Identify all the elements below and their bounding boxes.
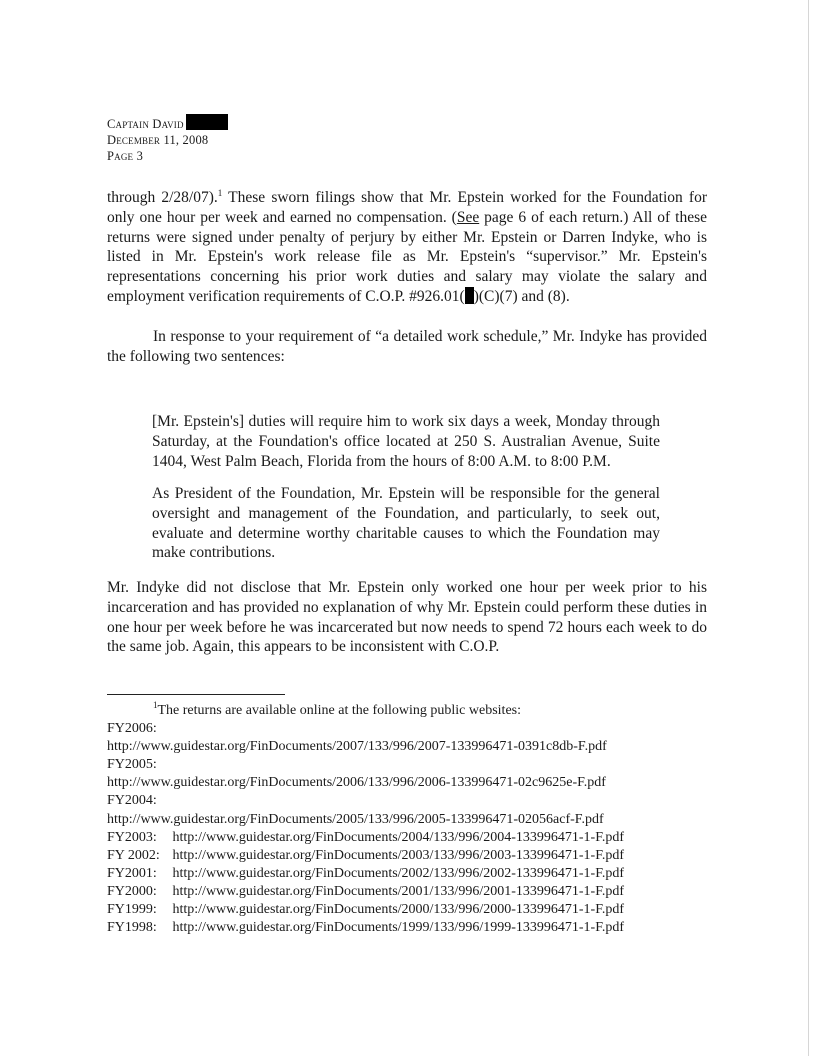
letter-header [107, 114, 228, 164]
fiscal-year-label: FY1998: [107, 920, 157, 936]
block-quote-1 [152, 412, 660, 471]
inline-entry [107, 847, 707, 865]
quote2-text: As President of the Foundation, Mr. Epstein will be responsible for the general oversight and management of the Foundation, and particularly, to seek out, evaluate and determine worthy charitable causes to which the Foundation may make contributions. [152, 485, 660, 562]
para1-text-a: through 2/28/07). [107, 189, 218, 206]
return-url-link[interactable]: http://www.guidestar.org/FinDocuments/2006/133/996/2006-133996471-02c9625e-F.pdf [107, 775, 606, 791]
inline-entry [107, 865, 707, 883]
fiscal-year-label: FY2001: [107, 865, 157, 881]
fiscal-year-label: FY1999: [107, 902, 157, 918]
para1-text-c: page 6 of each return.) All of these returns were signed under penalty of perjury by either Mr. Epstein or Darren Indyke, who is listed in Mr. Epstein's work release file as Mr. Epstein's “supervisor.” Mr. Epstein's representations concerning his prior work duties and salary may violate the salary and employment verification requirements of C.O.P. #926.01( [107, 208, 707, 305]
paragraph-3 [107, 578, 707, 657]
para2-text: In response to your requirement of “a detailed work schedule,” Mr. Indyke has provided the following two sentences: [107, 328, 707, 365]
fiscal-year-label: FY2000: [107, 883, 157, 899]
paragraph-1 [107, 188, 707, 307]
redaction-box [465, 287, 474, 304]
quote1-text: [Mr. Epstein's] duties will require him to work six days a week, Monday through Saturday, at the Foundation's office located at 250 S. Australian Avenue, Suite 1404, West Palm Beach, Florida from the hours of 8:00 A.M. to 8:00 P.M. [152, 413, 660, 470]
fiscal-year-label: FY2004: [107, 793, 157, 809]
see-reference: See [456, 208, 480, 226]
redaction-box [186, 114, 228, 130]
return-url-link[interactable]: http://www.guidestar.org/FinDocuments/1999/133/996/1999-133996471-1-F.pdf [172, 920, 625, 936]
stacked-entry [107, 792, 707, 828]
return-url-link[interactable]: http://www.guidestar.org/FinDocuments/2001/133/996/2001-133996471-1-F.pdf [172, 883, 625, 899]
recipient-name: Captain David [107, 117, 184, 131]
stacked-entry [107, 720, 707, 756]
return-url-link[interactable]: http://www.guidestar.org/FinDocuments/2005/133/996/2005-133996471-02056acf-F.pdf [107, 811, 604, 827]
letter-date: December 11, 2008 [107, 133, 209, 147]
scan-edge-line [808, 0, 809, 1056]
return-url-link[interactable]: http://www.guidestar.org/FinDocuments/2002/133/996/2002-133996471-1-F.pdf [172, 865, 625, 881]
recipient-line [107, 114, 228, 132]
block-quote-2 [152, 484, 660, 563]
footnote-intro-text: The returns are available online at the following public websites: [157, 703, 521, 718]
paragraph-2 [107, 327, 707, 367]
inline-entry [107, 919, 707, 937]
footnote [107, 702, 707, 937]
inline-entry [107, 883, 707, 901]
return-url-link[interactable]: http://www.guidestar.org/FinDocuments/2003/133/996/2003-133996471-1-F.pdf [172, 847, 625, 863]
stacked-entry [107, 756, 707, 792]
fiscal-year-label: FY2003: [107, 829, 157, 845]
inline-entry [107, 829, 707, 847]
footnote-mark: 1 [153, 700, 158, 710]
return-url-link[interactable]: http://www.guidestar.org/FinDocuments/2004/133/996/2004-133996471-1-F.pdf [172, 829, 625, 845]
fiscal-year-label: FY2005: [107, 757, 157, 773]
fiscal-year-label: FY2006: [107, 721, 157, 737]
return-url-link[interactable]: http://www.guidestar.org/FinDocuments/2007/133/996/2007-133996471-0391c8db-F.pdf [107, 739, 607, 755]
return-url-link[interactable]: http://www.guidestar.org/FinDocuments/2000/133/996/2000-133996471-1-F.pdf [172, 902, 625, 918]
footnote-intro [107, 702, 707, 720]
page-number: Page 3 [107, 149, 144, 163]
footnote-reference: 1 [217, 188, 223, 198]
fiscal-year-label: FY 2002: [107, 847, 160, 863]
footnote-divider [107, 694, 285, 695]
para1-text-d: )(C)(7) and (8). [473, 287, 570, 305]
para1-text-b: These sworn filings show that Mr. Epstein worked for the Foundation for only one hour per week and earned no compensation. ( [107, 189, 707, 226]
para3-text: Mr. Indyke did not disclose that Mr. Epstein only worked one hour per week prior to his incarceration and has provided no explanation of why Mr. Epstein could perform these duties in one hour per week before he was incarcerated but now needs to spend 72 hours each week to do the same job. Again, this appears to be inconsistent with C.O.P. [107, 579, 707, 656]
inline-entry [107, 901, 707, 919]
